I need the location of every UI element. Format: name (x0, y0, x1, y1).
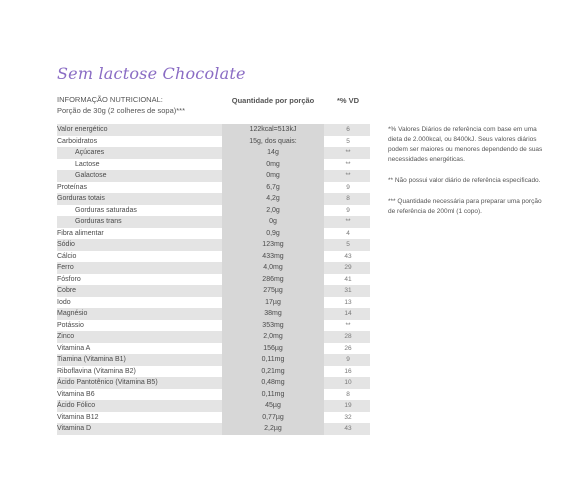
nutrient-vd: 6 (346, 126, 350, 133)
nutrient-vd: 29 (344, 264, 352, 271)
nutrient-quantity: 353mg (222, 320, 324, 332)
nutrient-quantity: 0g (222, 216, 324, 228)
nutrient-name: Vitamina B12 (57, 413, 99, 421)
nutrient-quantity: 0mg (222, 159, 324, 171)
info-label: INFORMAÇÃO NUTRICIONAL: (57, 95, 163, 104)
footnote-portion: *** Quantidade necessária para preparar uma porção de referência de 200ml (1 copo). (388, 198, 542, 215)
nutrient-quantity: 123mg (222, 239, 324, 251)
nutrient-vd: 5 (346, 137, 350, 145)
table-row (57, 389, 370, 401)
nutrient-name: Fósforo (57, 275, 81, 283)
nutrient-quantity: 0,21mg (222, 366, 324, 378)
nutrient-quantity: 17µg (222, 297, 324, 309)
nutrient-name: Cobre (57, 287, 77, 294)
qty-column-header: Quantidade por porção (231, 96, 315, 105)
nutrient-vd: ** (345, 149, 351, 156)
nutrient-name: Valor energético (57, 126, 108, 133)
table-row (57, 377, 370, 389)
nutrient-name: Açúcares (75, 149, 105, 156)
nutrient-quantity: 122kcal=513kJ (222, 124, 324, 136)
nutrient-name: Gorduras trans (75, 218, 122, 225)
nutrient-vd: 8 (346, 195, 350, 202)
nutrient-vd: 32 (344, 413, 352, 421)
nutrient-quantity: 4,0mg (222, 262, 324, 274)
table-row (57, 285, 370, 297)
table-row (57, 423, 370, 435)
footnote-no-reference: ** Não possui valor diário de referência especificado. (388, 177, 541, 184)
nutrient-vd: ** (345, 321, 351, 329)
nutrient-quantity: 0,11mg (222, 389, 324, 401)
table-row (57, 193, 370, 205)
table-row (57, 216, 370, 228)
nutrient-name: Vitamina B6 (57, 390, 95, 398)
nutrient-name: Vitamina D (57, 425, 92, 432)
nutrient-quantity: 6,7g (222, 182, 324, 194)
table-row (57, 124, 370, 136)
nutrient-quantity: 286mg (222, 274, 324, 286)
table-row (57, 228, 370, 240)
nutrient-name: Proteínas (57, 183, 87, 191)
nutrient-quantity: 156µg (222, 343, 324, 355)
portion-label: Porção de 30g (2 colheres de sopa)*** (57, 106, 185, 115)
table-header-info (57, 94, 185, 116)
nutrient-vd: 41 (344, 275, 352, 283)
nutrient-quantity: 14g (222, 147, 324, 159)
nutrient-vd: 10 (344, 379, 352, 386)
nutrient-vd: ** (345, 218, 351, 225)
nutrient-name: Iodo (57, 298, 71, 306)
nutrient-name: Zinco (57, 333, 75, 340)
table-row (57, 251, 370, 263)
nutrient-vd: 8 (346, 390, 350, 398)
nutrient-vd: 9 (346, 183, 350, 191)
nutrient-quantity: 15g, dos quais: (222, 136, 324, 148)
nutrient-quantity: 2,2µg (222, 423, 324, 435)
nutrient-name: Cálcio (57, 252, 77, 260)
nutrient-vd: 5 (346, 241, 350, 248)
table-row (57, 400, 370, 412)
nutrition-table (57, 124, 370, 435)
vd-column-header: *% VD (336, 96, 360, 105)
table-row (57, 320, 370, 332)
nutrient-name: Gorduras totais (57, 195, 105, 202)
table-row (57, 412, 370, 424)
nutrient-quantity: 38mg (222, 308, 324, 320)
nutrient-vd: 43 (344, 252, 352, 260)
nutrient-vd: 31 (344, 287, 352, 294)
nutrient-name: Galactose (75, 172, 107, 179)
nutrient-name: Vitamina A (57, 344, 91, 352)
nutrient-quantity: 4,2g (222, 193, 324, 205)
nutrient-vd: 9 (346, 206, 350, 214)
table-row (57, 308, 370, 320)
nutrient-quantity: 2,0mg (222, 331, 324, 343)
nutrient-name: Carboidratos (57, 137, 98, 145)
footnote-vd: *% Valores Diários de referência com base em uma dieta de 2.000kcal, ou 8400kJ. Seus valores diários podem ser maiores ou menores dependendo de suas necessidades energéticas. (388, 126, 543, 163)
table-row (57, 366, 370, 378)
nutrient-quantity: 45µg (222, 400, 324, 412)
nutrient-vd: 13 (344, 298, 352, 306)
footnotes (388, 125, 548, 228)
table-row (57, 331, 370, 343)
nutrient-quantity: 0,48mg (222, 377, 324, 389)
table-row (57, 239, 370, 251)
nutrient-vd: ** (345, 160, 351, 168)
table-row (57, 170, 370, 182)
nutrient-name: Gorduras saturadas (75, 206, 137, 214)
table-row (57, 159, 370, 171)
nutrient-quantity: 2,0g (222, 205, 324, 217)
nutrient-name: Ácido Fólico (57, 402, 96, 409)
nutrient-name: Riboflavina (Vitamina B2) (57, 367, 136, 375)
nutrient-quantity: 0,9g (222, 228, 324, 240)
table-row (57, 205, 370, 217)
table-row (57, 343, 370, 355)
nutrient-vd: 19 (344, 402, 352, 409)
table-row (57, 182, 370, 194)
nutrient-name: Ferro (57, 264, 74, 271)
nutrient-quantity: 275µg (222, 285, 324, 297)
nutrient-name: Tiamina (Vitamina B1) (57, 356, 126, 363)
nutrient-quantity: 0,77µg (222, 412, 324, 424)
nutrient-vd: 28 (344, 333, 352, 340)
table-row (57, 147, 370, 159)
table-row (57, 274, 370, 286)
nutrient-vd: ** (345, 172, 351, 179)
nutrient-name: Magnésio (57, 310, 88, 317)
nutrient-quantity: 0mg (222, 170, 324, 182)
nutrient-name: Lactose (75, 160, 100, 168)
table-row (57, 136, 370, 148)
nutrient-vd: 14 (344, 310, 352, 317)
nutrient-vd: 16 (344, 367, 352, 375)
nutrient-vd: 26 (344, 344, 352, 352)
product-title: Sem lactose Chocolate (57, 64, 246, 83)
table-row (57, 297, 370, 309)
nutrient-name: Fibra alimentar (57, 229, 104, 237)
nutrient-name: Sódio (57, 241, 75, 248)
nutrient-vd: 43 (344, 425, 352, 432)
table-row (57, 354, 370, 366)
nutrient-quantity: 433mg (222, 251, 324, 263)
nutrient-quantity: 0,11mg (222, 354, 324, 366)
nutrient-name: Potássio (57, 321, 84, 329)
nutrient-vd: 9 (346, 356, 350, 363)
nutrient-vd: 4 (346, 229, 350, 237)
table-row (57, 262, 370, 274)
nutrient-name: Ácido Pantotênico (Vitamina B5) (57, 379, 158, 386)
